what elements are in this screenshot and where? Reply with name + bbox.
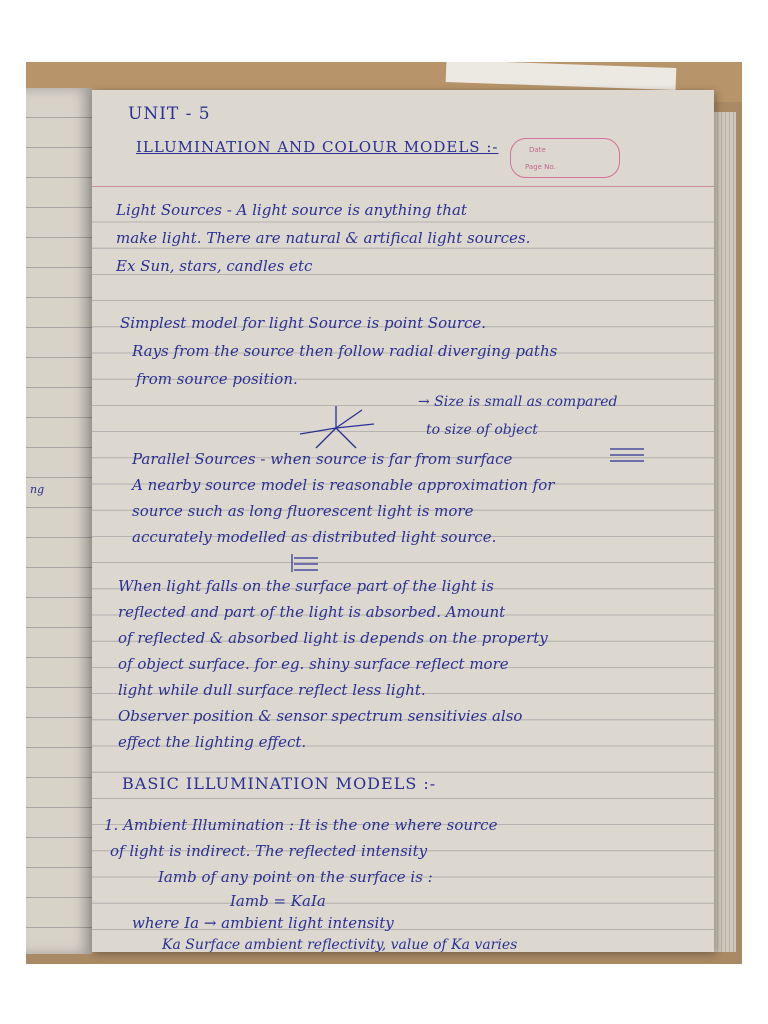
ambient-line-1: 1. Ambient Illumination : It is the one where source — [104, 816, 498, 834]
reflection-line-7: effect the lighting effect. — [118, 733, 307, 751]
date-label: Date — [529, 146, 546, 154]
reflection-line-4: of object surface. for eg. shiny surface reflect more — [118, 655, 509, 673]
page-title: ILLUMINATION AND COLOUR MODELS :- — [136, 138, 499, 156]
point-source-line-1: Simplest model for light Source is point Source. — [120, 314, 487, 332]
ambient-line-5: where Ia → ambient light intensity — [132, 914, 394, 932]
reflection-line-6: Observer position & sensor spectrum sensitivies also — [118, 707, 523, 725]
notebook-page — [92, 90, 714, 952]
parallel-sources-line-2: A nearby source model is reasonable approximation for — [132, 476, 555, 494]
light-sources-line-1: Light Sources - A light source is anything that — [116, 201, 467, 219]
parallel-rays-icon — [608, 445, 648, 465]
reflection-line-2: reflected and part of the light is absorbed. Amount — [118, 603, 506, 621]
light-sources-line-3: Ex Sun, stars, candles etc — [116, 257, 313, 275]
unit-heading: UNIT - 5 — [128, 104, 211, 124]
reflection-line-3: of reflected & absorbed light is depends on the property — [118, 629, 548, 647]
parallel-sources-line-3: source such as long fluorescent light is more — [132, 502, 474, 520]
parallel-sources-line-4: accurately modelled as distributed light source. — [132, 528, 497, 546]
size-note-line-2: to size of object — [426, 422, 538, 438]
left-page-fragment: ng — [30, 483, 45, 496]
ambient-line-2: of light is indirect. The reflected intensity — [110, 842, 428, 860]
size-note-line-1: → Size is small as compared — [418, 394, 618, 410]
ambient-line-6: Ka Surface ambient reflectivity, value of Ka varies — [162, 937, 518, 952]
reflection-line-5: light while dull surface reflect less light. — [118, 681, 426, 699]
reflection-line-1: When light falls on the surface part of the light is — [118, 577, 494, 595]
distributed-source-icon — [288, 552, 322, 574]
point-source-line-2: Rays from the source then follow radial diverging paths — [132, 342, 558, 360]
notebook-photo — [26, 62, 742, 964]
left-page — [26, 88, 92, 954]
point-source-line-3: from source position. — [136, 370, 298, 388]
basic-illumination-heading: BASIC ILLUMINATION MODELS :- — [122, 774, 437, 793]
point-source-rays-diagram — [292, 402, 382, 452]
page-number-label: Page No. — [525, 163, 556, 171]
light-sources-line-2: make light. There are natural & artifical light sources. — [116, 229, 531, 247]
date-stamp — [510, 138, 620, 178]
parallel-sources-line-1: Parallel Sources - when source is far from surface — [132, 450, 513, 468]
ambient-formula: Iamb = KaIa — [230, 892, 326, 910]
top-margin-line — [92, 186, 714, 187]
ambient-line-3: Iamb of any point on the surface is : — [158, 868, 433, 886]
